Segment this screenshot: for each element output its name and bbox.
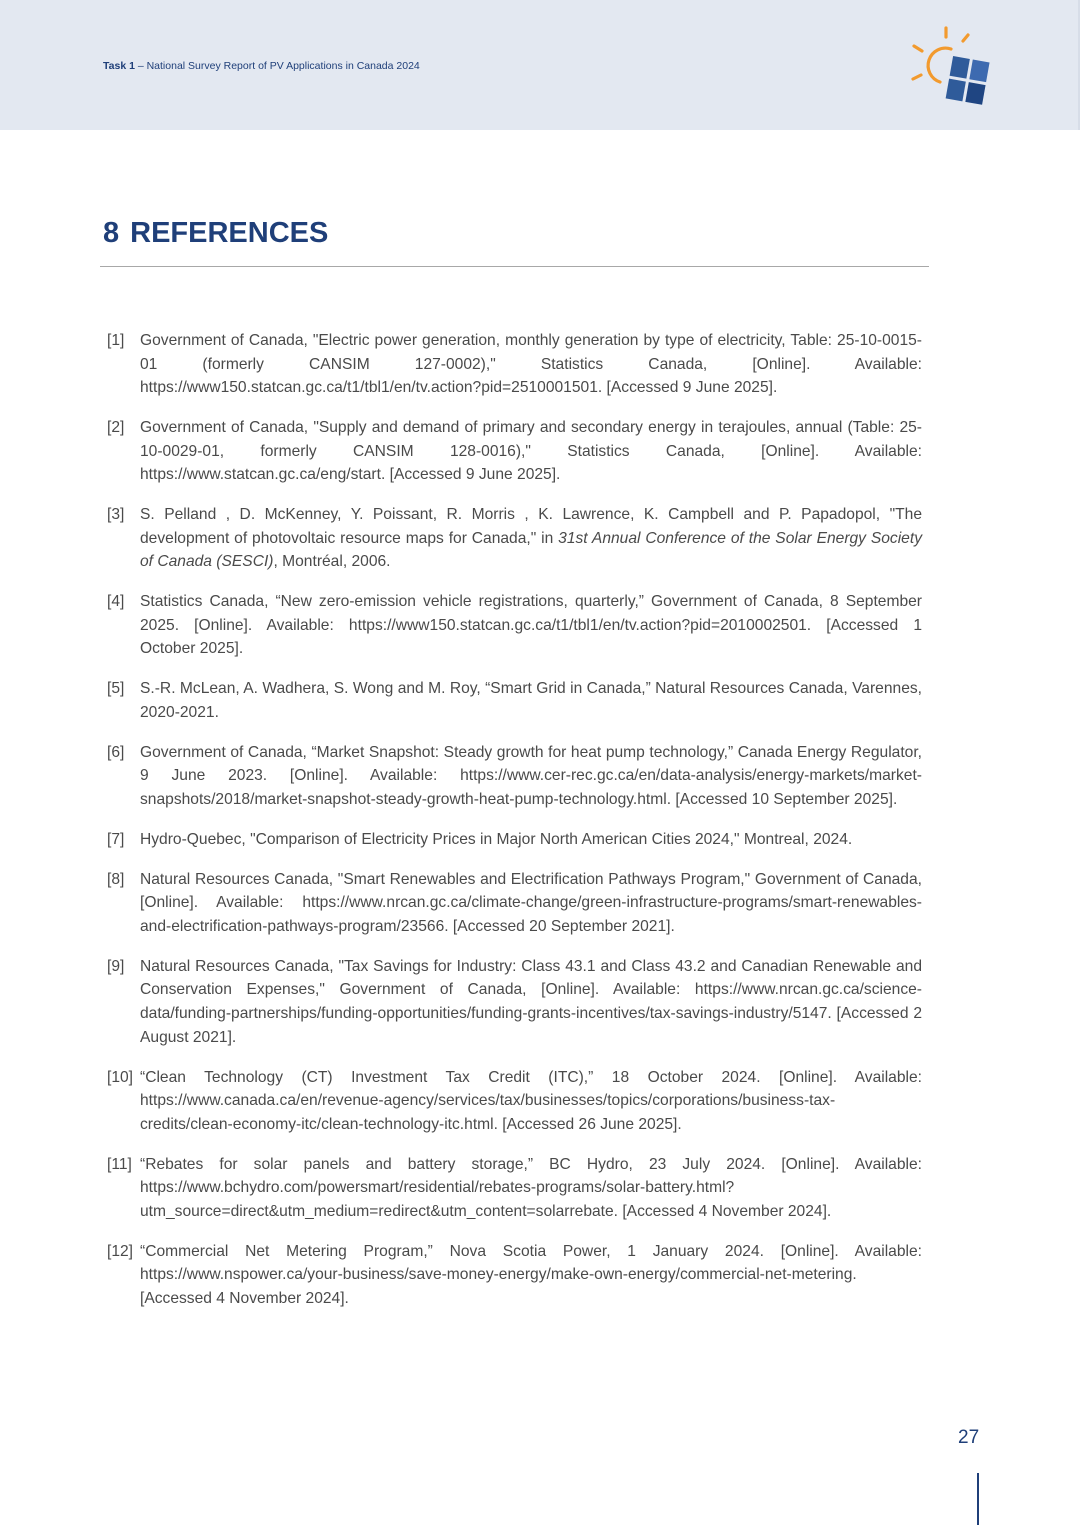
report-title: – National Survey Report of PV Applications in Canada 2024 bbox=[134, 60, 420, 72]
reference-number: [10] bbox=[107, 1068, 134, 1086]
reference-text: Government of Canada, "Supply and demand of primary and secondary energy in terajoules, annual (Table: 25-10-0029-01, formerly CANSIM 128-0016)," Statistics Canada, [Online]. Available: https://www.statcan.gc.ca/eng/start. [Accessed 9 June 2025]. bbox=[140, 419, 922, 484]
reference-text: S.-R. McLean, A. Wadhera, S. Wong and M. Roy, “Smart Grid in Canada,” Natural Resources Canada, Varennes, 2020-2021. bbox=[140, 680, 922, 721]
reference-item bbox=[107, 1066, 922, 1137]
running-header bbox=[103, 60, 420, 72]
task-label: Task 1 bbox=[103, 60, 135, 72]
reference-number: [6] bbox=[107, 743, 125, 761]
reference-list bbox=[107, 329, 922, 1327]
reference-item bbox=[107, 590, 922, 661]
reference-number: [8] bbox=[107, 870, 125, 888]
section-heading bbox=[103, 217, 328, 250]
reference-text: S. Pelland , D. McKenney, Y. Poissant, R. Morris , K. Lawrence, K. Campbell and P. Papadopol, "The development of photovoltaic resource maps for Canada," in 31st Annual Conference of the Solar Energy Society of Canada (SESCI), Montréal, 2006. bbox=[140, 506, 922, 571]
reference-text: “Rebates for solar panels and battery storage,” BC Hydro, 23 July 2024. [Online]. Available: https://www.bchydro.com/powersmart/residential/rebates-programs/solar-battery.html?utm_source=direct&utm_medium=redirect&utm_content=solarrebate. [Accessed 4 November 2024]. bbox=[140, 1155, 922, 1220]
reference-text: Statistics Canada, “New zero-emission vehicle registrations, quarterly,” Government of Canada, 8 September 2025. [Online]. Available: https://www150.statcan.gc.ca/t1/tbl1/en/tv.action?pid=2010002501. [Accessed 1 October 2025]. bbox=[140, 593, 922, 658]
reference-text: Government of Canada, “Market Snapshot: Steady growth for heat pump technology,” Canada Energy Regulator, 9 June 2023. [Online]. Available: https://www.cer-rec.gc.ca/en/data-analysis/energy-markets/market-snapshots/2018/market-snapshot-steady-growth-heat-pump-technology.html. [Accessed 10 September 2025]. bbox=[140, 743, 922, 808]
reference-item bbox=[107, 677, 922, 724]
reference-text: “Commercial Net Metering Program,” Nova Scotia Power, 1 January 2024. [Online]. Available: https://www.nspower.ca/your-business/save-money-energy/make-own-energy/commercial-net-metering. [Accessed 4 November 2024]. bbox=[140, 1242, 922, 1307]
reference-item bbox=[107, 741, 922, 812]
page-number: 27 bbox=[958, 1427, 980, 1448]
reference-item bbox=[107, 329, 922, 400]
section-title: REFERENCES bbox=[130, 217, 329, 249]
reference-number: [9] bbox=[107, 957, 125, 975]
section-number: 8 bbox=[103, 217, 120, 249]
reference-number: [5] bbox=[107, 680, 125, 698]
reference-item bbox=[107, 955, 922, 1049]
reference-number: [2] bbox=[107, 419, 125, 437]
heading-divider bbox=[100, 266, 929, 267]
reference-item bbox=[107, 416, 922, 487]
reference-number: [11] bbox=[107, 1155, 132, 1173]
reference-number: [3] bbox=[107, 506, 125, 524]
reference-item bbox=[107, 1153, 922, 1224]
reference-text: Natural Resources Canada, "Tax Savings for Industry: Class 43.1 and Class 43.2 and Canadian Renewable and Conservation Expenses," Government of Canada, [Online]. Available: https://www.nrcan.gc.ca/science-data/funding-partnerships/funding-opportunities/funding-grants-incentives/tax-savings-industry/5147. [Accessed 2 August 2021]. bbox=[140, 957, 922, 1046]
reference-text: Natural Resources Canada, "Smart Renewables and Electrification Pathways Program," Government of Canada, [Online]. Available: https://www.nrcan.gc.ca/climate-change/green-infrastructure-programs/smart-renewables-and-electrification-pathways-program/23566. [Accessed 20 September 2021]. bbox=[140, 870, 922, 935]
reference-item bbox=[107, 503, 922, 574]
reference-text: Government of Canada, "Electric power generation, monthly generation by type of electricity, Table: 25-10-0015-01 (formerly CANSIM 127-0002)," Statistics Canada, [Online]. Available: https://www150.statcan.gc.ca/t1/tbl1/en/tv.action?pid=2510001501. [Accessed 9 June 2025]. bbox=[140, 332, 922, 397]
reference-text: “Clean Technology (CT) Investment Tax Credit (ITC),” 18 October 2024. [Online]. Available: https://www.canada.ca/en/revenue-agency/services/tax/businesses/topics/corporations/business-tax-credits/clean-economy-itc/clean-technology-itc.html. [Accessed 26 June 2025]. bbox=[140, 1068, 922, 1133]
reference-item bbox=[107, 868, 922, 939]
reference-number: [1] bbox=[107, 332, 125, 349]
reference-number: [12] bbox=[107, 1242, 134, 1260]
reference-item bbox=[107, 1240, 922, 1311]
header-band bbox=[0, 0, 1080, 130]
sun-solar-panel-logo-icon bbox=[908, 24, 1004, 112]
reference-text: Hydro-Quebec, "Comparison of Electricity Prices in Major North American Cities 2024," Montreal, 2024. bbox=[140, 830, 853, 848]
reference-number: [4] bbox=[107, 593, 125, 611]
reference-number: [7] bbox=[107, 830, 125, 848]
reference-item bbox=[107, 828, 922, 852]
reference-italic-title: 31st Annual Conference of the Solar Energy Society of Canada (SESCI) bbox=[140, 529, 922, 571]
footer-accent-bar bbox=[977, 1473, 979, 1525]
